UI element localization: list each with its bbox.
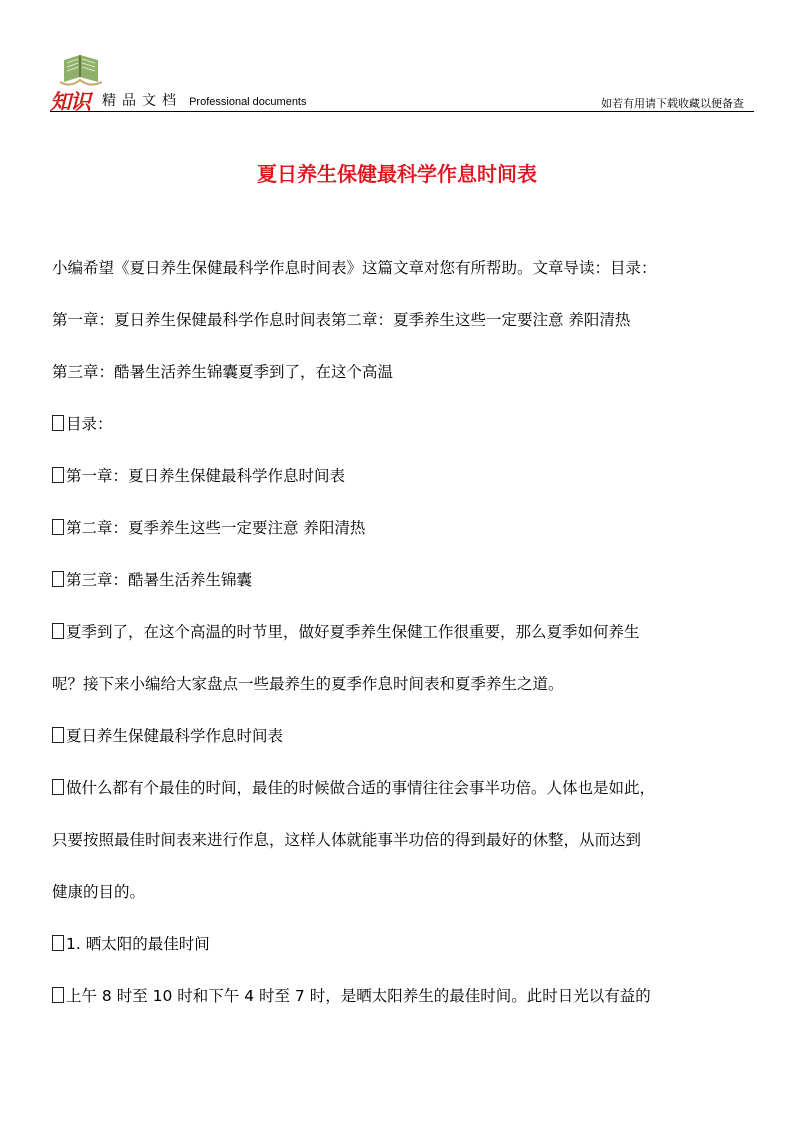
paragraph-text: 第一章：夏日养生保健最科学作息时间表第二章：夏季养生这些一定要注意 养阳清热 [52, 311, 631, 329]
paragraph-text: 上午 8 时至 10 时和下午 4 时至 7 时，是晒太阳养生的最佳时间。此时日光以有益的 [66, 987, 651, 1005]
paragraph-text: 第三章：酷暑生活养生锦囊夏季到了，在这个高温 [52, 363, 394, 381]
logo [50, 52, 106, 114]
header-divider [50, 111, 754, 112]
paragraph-line [52, 918, 772, 970]
missing-glyph-box-icon [52, 935, 64, 951]
brand-tagline: Professional documents [189, 96, 307, 108]
paragraph-line [52, 398, 772, 450]
paragraph-line [52, 970, 772, 1022]
paragraph-line [52, 710, 772, 762]
missing-glyph-box-icon [52, 727, 64, 743]
paragraph-text: 第二章：夏季养生这些一定要注意 养阳清热 [66, 519, 366, 537]
missing-glyph-box-icon [52, 623, 64, 639]
paragraph-text: 第三章：酷暑生活养生锦囊 [66, 571, 253, 589]
missing-glyph-box-icon [52, 779, 64, 795]
paragraph-line [52, 554, 772, 606]
document-body [52, 242, 772, 1022]
paragraph-text: 夏日养生保健最科学作息时间表 [66, 727, 284, 745]
logo-text: 知识 [50, 89, 90, 114]
paragraph-text: 1. 晒太阳的最佳时间 [66, 935, 210, 953]
paragraph-text: 做什么都有个最佳的时间，最佳的时候做合适的事情往往会事半功倍。人体也是如此， [66, 779, 656, 797]
paragraph-text: 目录： [66, 415, 113, 433]
paragraph-text: 呢？接下来小编给大家盘点一些最养生的夏季作息时间表和夏季养生之道。 [52, 675, 564, 693]
paragraph-line [52, 242, 772, 294]
paragraph-text: 只要按照最佳时间表来进行作息，这样人体就能事半功倍的得到最好的休整，从而达到 [52, 831, 642, 849]
missing-glyph-box-icon [52, 519, 64, 535]
document-title: 夏日养生保健最科学作息时间表 [257, 162, 537, 186]
paragraph-line [52, 658, 772, 710]
paragraph-line [52, 866, 772, 918]
missing-glyph-box-icon [52, 571, 64, 587]
paragraph-text: 健康的目的。 [52, 883, 146, 901]
missing-glyph-box-icon [52, 467, 64, 483]
paragraph-line [52, 346, 772, 398]
paragraph-line [52, 450, 772, 502]
paragraph-line [52, 294, 772, 346]
missing-glyph-box-icon [52, 987, 64, 1003]
page-header [50, 48, 754, 112]
missing-glyph-box-icon [52, 415, 64, 431]
paragraph-text: 夏季到了，在这个高温的时节里，做好夏季养生保健工作很重要，那么夏季如何养生 [66, 623, 640, 641]
paragraph-line [52, 502, 772, 554]
paragraph-line [52, 762, 772, 814]
paragraph-line [52, 814, 772, 866]
paragraph-text: 小编希望《夏日养生保健最科学作息时间表》这篇文章对您有所帮助。文章导读：目录： [52, 259, 657, 277]
brand [102, 92, 307, 110]
brand-name: 精品文档 [102, 93, 182, 109]
paragraph-text: 第一章：夏日养生保健最科学作息时间表 [66, 467, 346, 485]
paragraph-line [52, 606, 772, 658]
header-note: 如若有用请下载收藏以便备查 [601, 97, 744, 110]
